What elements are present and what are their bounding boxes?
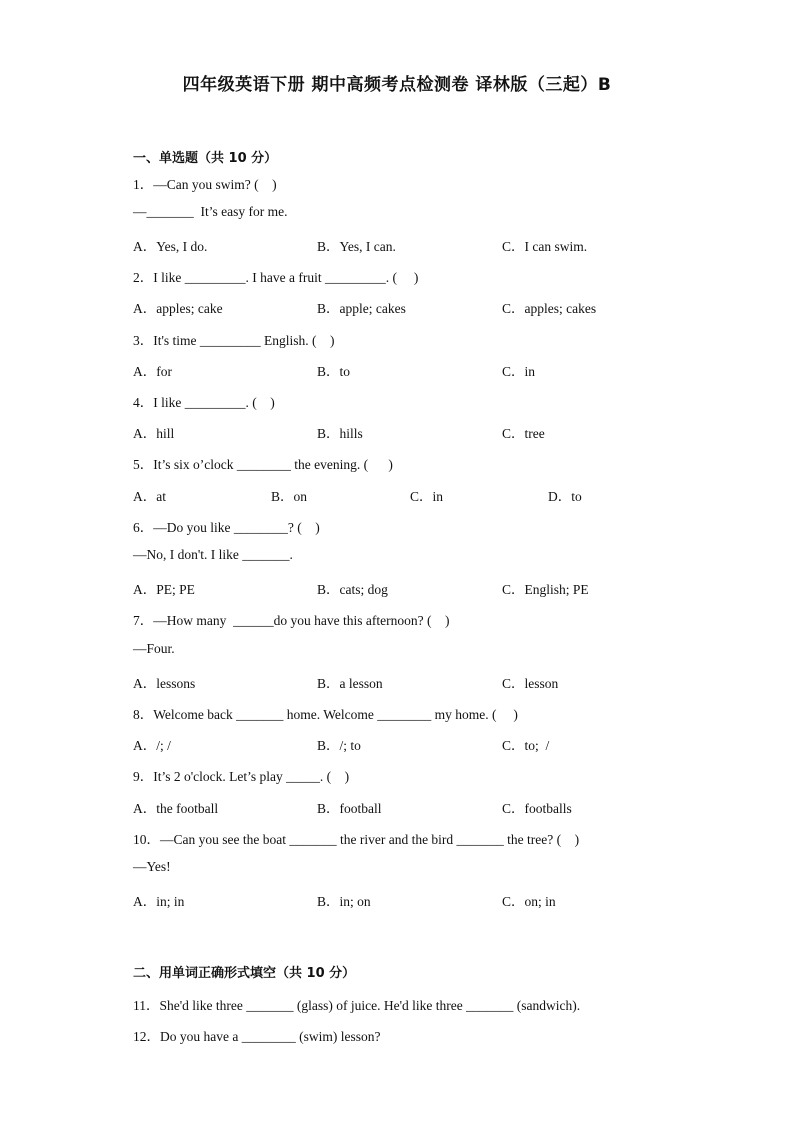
question-1-sub: —_______ It’s easy for me. xyxy=(133,204,288,219)
question-10-option-b: B．in; on xyxy=(317,894,371,909)
question-5-option-b: B．on xyxy=(271,489,308,504)
question-1-option-c: C．I can swim. xyxy=(502,239,588,254)
section-heading-fill-in: 二、用单词正确形式填空（共 10 分） xyxy=(133,966,356,981)
question-2-option-b: B．apple; cakes xyxy=(317,301,406,316)
question-7-sub: —Four. xyxy=(133,641,175,656)
question-2-option-c: C．apples; cakes xyxy=(502,301,597,316)
question-10-option-c: C．on; in xyxy=(502,894,556,909)
question-3-option-a: A．for xyxy=(133,364,172,379)
question-3-option-b: B．to xyxy=(317,364,351,379)
question-10-stem: 10．—Can you see the boat _______ the river and the bird _______ the tree? ( ) xyxy=(133,832,580,847)
question-7-option-a: A．lessons xyxy=(133,676,196,691)
question-8-option-c: C．to; / xyxy=(502,738,550,753)
question-4-option-c: C．tree xyxy=(502,426,545,441)
question-4-option-a: A．hill xyxy=(133,426,175,441)
question-5-stem: 5．It’s six o’clock ________ the evening. ( ) xyxy=(133,457,393,472)
question-1-option-a: A．Yes, I do. xyxy=(133,239,208,254)
question-8-option-a: A．/; / xyxy=(133,738,171,753)
question-1-option-b: B．Yes, I can. xyxy=(317,239,396,254)
question-9-option-c: C．footballs xyxy=(502,801,572,816)
page-title: 四年级英语下册 期中高频考点检测卷 译林版（三起）B xyxy=(182,75,612,95)
question-12-stem: 12．Do you have a ________ (swim) lesson? xyxy=(133,1029,381,1044)
question-7-option-b: B．a lesson xyxy=(317,676,383,691)
question-6-option-a: A．PE; PE xyxy=(133,582,195,597)
question-5-option-d: D．to xyxy=(548,489,582,504)
question-6-stem: 6．—Do you like ________? ( ) xyxy=(133,520,320,535)
question-8-stem: 8．Welcome back _______ home. Welcome ________ my home. ( ) xyxy=(133,707,518,722)
question-3-option-c: C．in xyxy=(502,364,536,379)
question-3-stem: 3．It's time _________ English. ( ) xyxy=(133,333,335,348)
question-6-sub: —No, I don't. I like _______. xyxy=(133,547,293,562)
question-8-option-b: B．/; to xyxy=(317,738,361,753)
section-heading-single-choice: 一、单选题（共 10 分） xyxy=(133,151,278,166)
question-5-option-c: C．in xyxy=(410,489,444,504)
question-6-option-b: B．cats; dog xyxy=(317,582,388,597)
question-9-option-a: A．the football xyxy=(133,801,219,816)
question-2-stem: 2．I like _________. I have a fruit _________. ( ) xyxy=(133,270,419,285)
question-9-stem: 9．It’s 2 o'clock. Let’s play _____. ( ) xyxy=(133,769,350,784)
question-10-option-a: A．in; in xyxy=(133,894,185,909)
question-6-option-c: C．English; PE xyxy=(502,582,589,597)
question-4-stem: 4．I like _________. ( ) xyxy=(133,395,275,410)
question-5-option-a: A．at xyxy=(133,489,166,504)
question-4-option-b: B．hills xyxy=(317,426,363,441)
question-11-stem: 11．She'd like three _______ (glass) of juice. He'd like three _______ (sandwich). xyxy=(133,998,581,1013)
question-9-option-b: B．football xyxy=(317,801,382,816)
question-10-sub: —Yes! xyxy=(133,859,171,874)
question-1-stem: 1．—Can you swim? ( ) xyxy=(133,177,277,192)
question-7-stem: 7．—How many ______do you have this afternoon? ( ) xyxy=(133,613,450,628)
question-7-option-c: C．lesson xyxy=(502,676,559,691)
question-2-option-a: A．apples; cake xyxy=(133,301,223,316)
